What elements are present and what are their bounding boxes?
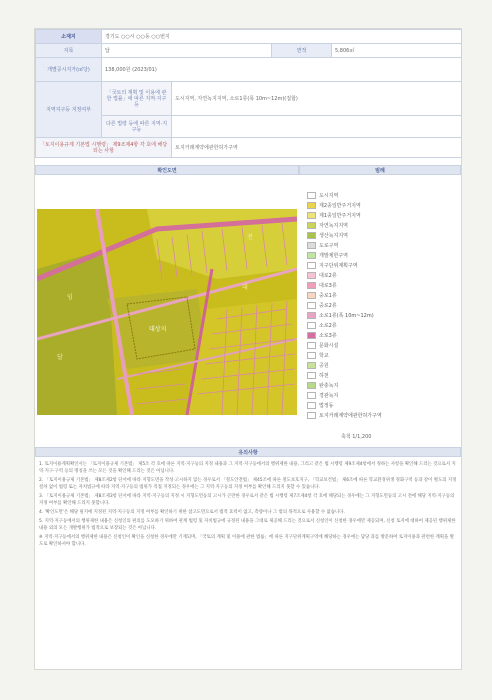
legend-swatch <box>307 212 316 219</box>
legend-item <box>307 381 338 389</box>
legend-item <box>307 351 329 359</box>
map-lot-label-4: 임 <box>67 294 73 301</box>
legend-swatch <box>307 302 316 309</box>
enforcement-label: 「토지이용규제 기본법 시행령」 제9조제4항 각 호에 해당되는 사항 <box>36 138 172 158</box>
legend-label: 중로1류 <box>319 292 337 299</box>
legend-item <box>307 301 337 309</box>
note-3: 3. 「토지이용규제 기본법」 제8조제3항 단서에 따라 지역·지구등의 지정 시 지형도면등의 고시가 곤란한 경우로서 같은 법 시행령 제7조제4항 각 호에 해당되는 경우에는 그 지형도면등의 고시 전에 해당 지역·지구등의 지정 여부를 확인해 드리지 못합니다. <box>39 494 455 506</box>
legend-swatch <box>307 192 316 199</box>
legend-swatch <box>307 402 316 409</box>
map-scale: 축척 1/1,200 <box>341 434 372 440</box>
legend-label: 하천 <box>319 372 329 379</box>
legend-swatch <box>307 372 316 379</box>
legend-swatch <box>307 222 316 229</box>
legend-swatch <box>307 392 316 399</box>
legend-swatch <box>307 332 316 339</box>
notes-block <box>39 461 457 550</box>
legend-label: 소로3류 <box>319 332 337 339</box>
legend-swatch <box>307 242 316 249</box>
legend-item <box>307 411 382 419</box>
map-lot-label-1: 답 <box>57 354 63 361</box>
legend-swatch <box>307 292 316 299</box>
land-category-value: 답 <box>102 44 272 58</box>
legend-label: 제1종일반주거지역 <box>319 212 361 219</box>
map-section-title: 확인도면 <box>35 165 299 175</box>
legend-section-title: 범례 <box>299 165 461 175</box>
legend-label: 학교 <box>319 352 329 359</box>
note-5: 5. 지역·지구등에서의 행위제한 내용은 신청인의 편의를 도모하기 위하여 관계 법령 및 자치법규에 규정된 내용을 그대로 제공해 드리는 것으로서 신청인이 신청한 경우에만 제공되며, 신청 토지에 대하여 제공된 행위제한 내용 외의 모든 개발행위가 법적으로 보장되는 것은 아닙니다. <box>39 519 456 531</box>
legend-swatch <box>307 272 316 279</box>
land-category-label: 지목 <box>36 44 102 58</box>
legend-label: 대로2류 <box>319 272 337 279</box>
legend-label: 지구단위계획구역 <box>319 262 358 269</box>
zoning-other-value <box>172 116 462 138</box>
legend-swatch <box>307 352 316 359</box>
enforcement-value: 토지거래계약에관한허가구역 <box>172 138 462 158</box>
legend-label: 토지거래계약에관한허가구역 <box>319 412 382 419</box>
legend-swatch <box>307 202 316 209</box>
map-lot-label-3: 대 <box>242 284 248 291</box>
legend-item <box>307 321 337 329</box>
legend-label: 도시지역 <box>319 192 339 199</box>
legend-item <box>307 241 338 249</box>
legend-item <box>307 211 361 219</box>
notes-section-title: 유의사항 <box>35 447 461 457</box>
zoning-national-label: 「국토의 계획 및 이용에 관한 법률」에 따른 지역·지구등 <box>102 82 172 116</box>
legend-item <box>307 291 337 299</box>
legend-label: 문화시설 <box>319 342 339 349</box>
legend-item <box>307 311 374 319</box>
legend-label: 대로3류 <box>319 282 337 289</box>
legend-label: 법정동 <box>319 402 334 409</box>
legend-item <box>307 391 338 399</box>
land-info-table <box>35 29 462 158</box>
area-value: 5,806㎡ <box>332 44 462 58</box>
legend-label: 생산녹지지역 <box>319 232 348 239</box>
legend-swatch <box>307 252 316 259</box>
note-6: ※ 지역·지구등에서의 행위제한 내용은 신청인이 확인을 신청한 경우에만 기재되며, 「국토의 계획 및 이용에 관한 법률」에 따른 지구단위계획구역에 해당하는 경우에는 담당 과를 방문하여 토지이용과 관련한 계획을 별도로 확인하셔야 합니다. <box>39 535 454 547</box>
area-label: 면적 <box>272 44 332 58</box>
map-lot-label-2: 전 <box>247 234 253 241</box>
legend-label: 소로2류 <box>319 322 337 329</box>
legend-swatch <box>307 282 316 289</box>
legend-label: 완충녹지 <box>319 382 339 389</box>
legend-label: 도로구역 <box>319 242 339 249</box>
legend-swatch <box>307 412 316 419</box>
zoning-other-label: 다른 법령 등에 따른 지역·지구등 <box>102 116 172 138</box>
legend-item <box>307 371 329 379</box>
map-drawing <box>37 209 297 415</box>
legend-item <box>307 271 337 279</box>
note-1: 1. 토지이용계획확인서는 「토지이용규제 기본법」 제5조 각 호에 따른 지역·지구등의 지정 내용과 그 지역·지구등에서의 행위제한 내용, 그리고 같은 법 시행령 제9조제4항에서 정하는 사항을 확인해 드리는 것으로서 지역·지구·구역 등의 명칭을 쓰는 모든 것을 확인해 드리는 것은 아닙니다. <box>39 462 456 474</box>
legend-item <box>307 221 348 229</box>
legend-label: 공원 <box>319 362 329 369</box>
legend-swatch <box>307 362 316 369</box>
legend-panel <box>303 185 457 445</box>
legend-item <box>307 331 337 339</box>
legend-swatch <box>307 262 316 269</box>
legend-swatch <box>307 342 316 349</box>
legend-item <box>307 361 329 369</box>
legend-label: 제2종일반주거지역 <box>319 202 361 209</box>
legend-item <box>307 231 348 239</box>
legend-item <box>307 201 361 209</box>
note-2: 2. 「토지이용규제 기본법」 제8조제2항 단서에 따라 지형도면을 작성·고시하지 않는 경우로서 「철도안전법」 제45조에 따른 철도보호지구, 「학교보건법」 제6조에 따른 학교환경위생 정화구역 등과 같이 별도의 지정 절차 없이 법령 또는 자치법규에 따라 지역·지구등의 범위가 직접 지정되는 경우에는 그 지역·지구등의 지정 여부를 확인해 드리지 못할 수 있습니다. <box>39 478 457 490</box>
note-4: 4. '확인도면'은 해당 필지에 지정된 지역·지구등의 지정 여부를 확인하기 위한 참고도면으로서 법적 효력이 없고, 측량이나 그 밖의 목적으로 사용할 수 없습니다. <box>39 510 345 515</box>
legend-label: 자연녹지지역 <box>319 222 348 229</box>
address-label: 소재지 <box>36 30 102 44</box>
document-sheet <box>34 28 462 670</box>
legend-swatch <box>307 382 316 389</box>
subject-parcel-label: 대상지 <box>149 326 167 333</box>
confirmation-map <box>37 209 297 415</box>
address-value: 경기도 ○○시 ○○동 ○○번지 <box>102 30 462 44</box>
land-price-value: 138,000원 (2023/01) <box>102 58 462 82</box>
legend-swatch <box>307 322 316 329</box>
zoning-national-value: 도시지역, 자연녹지지역, 소로1류(폭 10m~12m)(접합) <box>172 82 462 116</box>
legend-swatch <box>307 312 316 319</box>
land-price-label: 개별공시지가(㎡당) <box>36 58 102 82</box>
legend-item <box>307 401 334 409</box>
legend-item <box>307 281 337 289</box>
legend-label: 경관녹지 <box>319 392 339 399</box>
legend-item <box>307 191 338 199</box>
legend-label: 중로2류 <box>319 302 337 309</box>
legend-item <box>307 341 338 349</box>
legend-label: 개발제한구역 <box>319 252 348 259</box>
legend-label: 소로1류(폭 10m~12m) <box>319 312 374 319</box>
legend-item <box>307 251 348 259</box>
zoning-label: 지역지구등 지정여부 <box>36 82 102 138</box>
legend-item <box>307 261 358 269</box>
legend-swatch <box>307 232 316 239</box>
